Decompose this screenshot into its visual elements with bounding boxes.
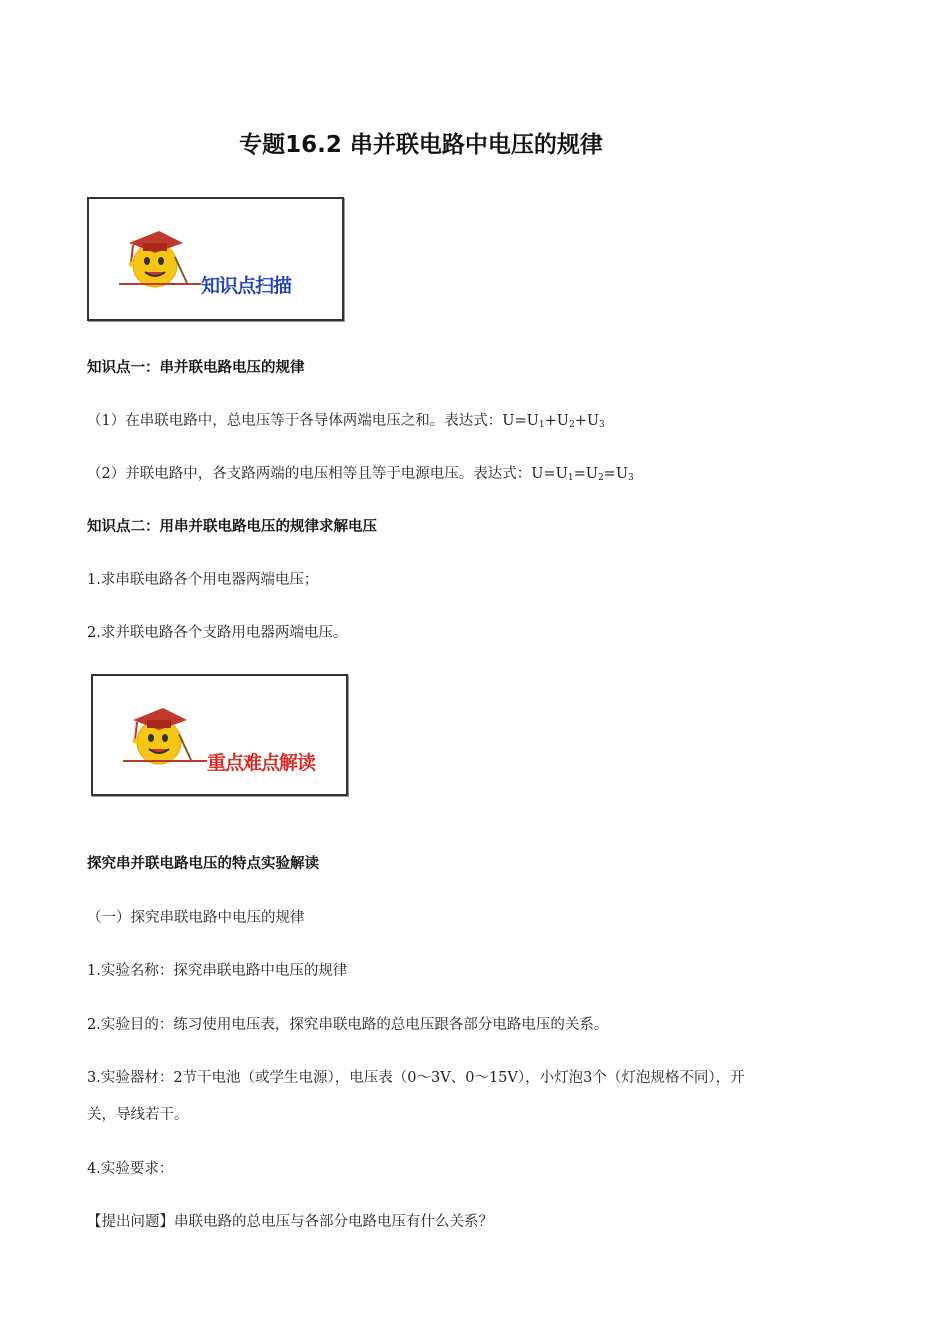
- item-text: （1）在串联电路中，总电压等于各导体两端电压之和。表达式：: [87, 413, 503, 429]
- section3-item3-line2: 关，导线若干。: [87, 1107, 189, 1123]
- formula: $U=U_1=U_2=U_3$: [531, 466, 634, 483]
- section2-item2: 2.求并联电路各个支路用电器两端电压。: [87, 625, 348, 641]
- knowledge-scan-banner: [87, 197, 344, 321]
- graduate-mascot-icon: [115, 217, 195, 297]
- page-title: 专题16.2 串并联电路中电压的规律: [239, 132, 603, 158]
- section3-item1: 1.实验名称：探究串联电路中电压的规律: [87, 963, 348, 979]
- section3-subheading: （一）探究串联电路中电压的规律: [87, 910, 305, 926]
- section3-item2: 2.实验目的：练习使用电压表，探究串联电路的总电压跟各部分电路电压的关系。: [87, 1017, 609, 1033]
- section3-item3-line1: 3.实验器材：2节干电池（或学生电源），电压表（0～3V、0～15V），小灯泡3个（灯泡规格不同），开: [87, 1070, 745, 1086]
- section3-item4: 4.实验要求：: [87, 1161, 174, 1177]
- formula: $U=U_1+U_2+U_3$: [502, 413, 605, 430]
- section2-item1: 1.求串联电路各个用电器两端电压；: [87, 572, 319, 588]
- item-text: （2）并联电路中，各支路两端的电压相等且等于电源电压。表达式：: [87, 466, 532, 482]
- section2-heading: 知识点二：用串并联电路电压的规律求解电压: [87, 519, 377, 535]
- section1-item1: [87, 409, 605, 430]
- banner-underline: [123, 760, 207, 762]
- section3-question: 【提出问题】串联电路的总电压与各部分电路电压有什么关系？: [87, 1214, 493, 1230]
- banner-underline: [119, 283, 201, 285]
- graduate-mascot-icon: [119, 694, 199, 774]
- key-points-banner: [91, 674, 348, 796]
- section1-heading: 知识点一：串并联电路电压的规律: [87, 360, 305, 376]
- section1-item2: [87, 462, 634, 483]
- banner-label: 知识点扫描: [201, 275, 292, 297]
- banner-label: 重点难点解读: [207, 752, 316, 774]
- section3-heading: 探究串并联电路电压的特点实验解读: [87, 856, 319, 872]
